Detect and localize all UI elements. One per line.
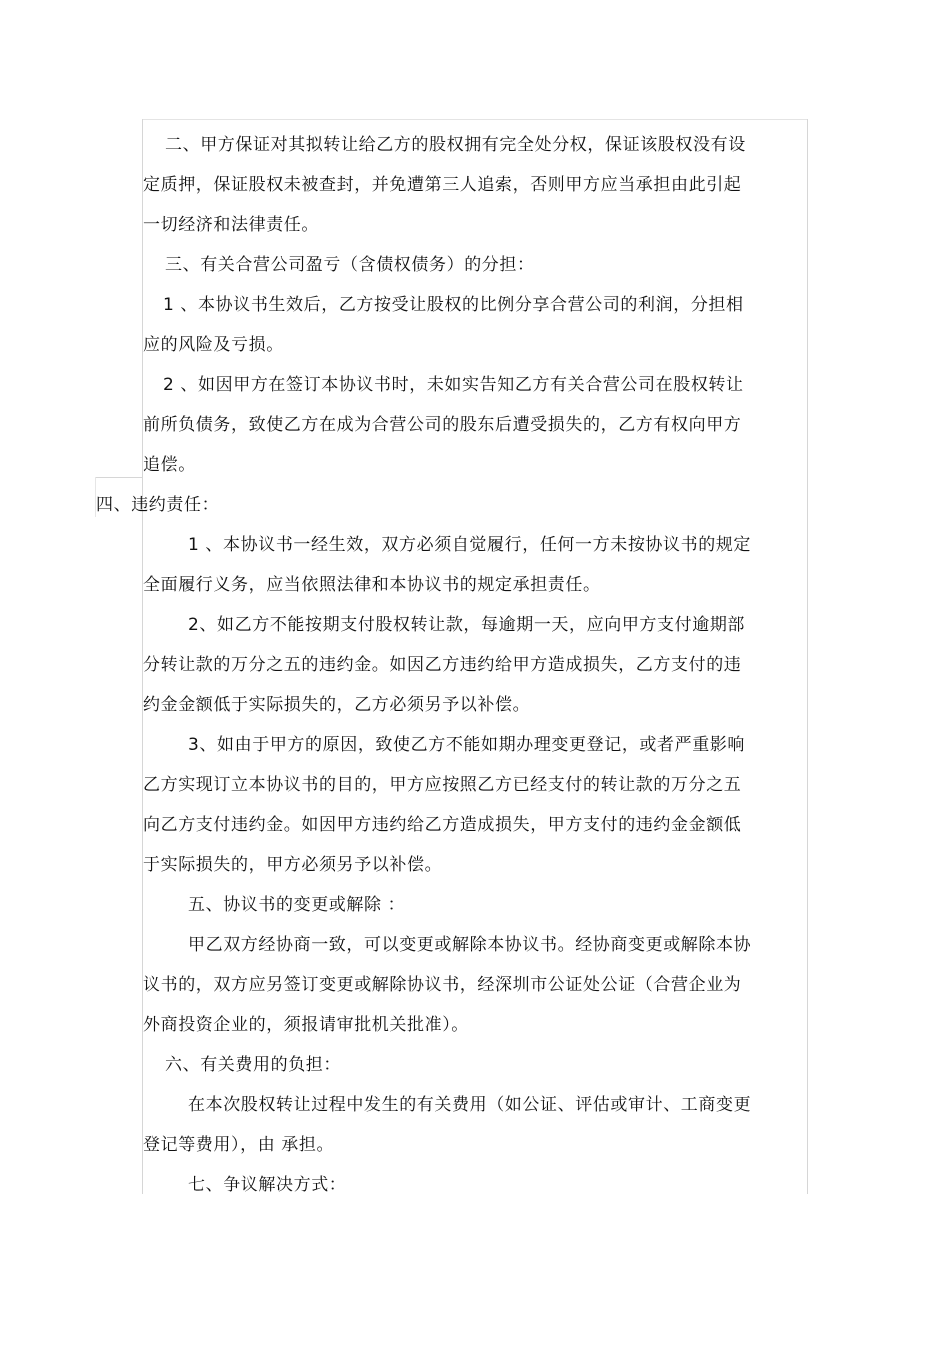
clause-4-item-2-line-2: 分转让款的万分之五的违约金。如因乙方违约给甲方造成损失，乙方支付的违 [143, 655, 742, 675]
clause-3-item-1-line-2: 应的风险及亏损。 [143, 335, 284, 355]
clause-3-item-2-line-3: 追偿。 [143, 455, 196, 475]
clause-6-body-line-1: 在本次股权转让过程中发生的有关费用（如公证、评估或审计、工商变更 [188, 1095, 752, 1115]
clause-4-item-1-line-1: 1 、本协议书一经生效，双方必须自觉履行，任何一方未按协议书的规定 [188, 535, 752, 555]
clause-6-body-line-2: 登记等费用），由 承担。 [143, 1135, 335, 1155]
clause-3-item-1-line-1: 1 、本协议书生效后，乙方按受让股权的比例分享合营公司的利润，分担相 [163, 295, 744, 315]
clause-4-item-3-line-2: 乙方实现订立本协议书的目的，甲方应按照乙方已经支付的转让款的万分之五 [143, 775, 742, 795]
clause-4-item-1-line-2: 全面履行义务，应当依照法律和本协议书的规定承担责任。 [143, 575, 601, 595]
clause-4-item-2-line-1: 2、如乙方不能按期支付股权转让款，每逾期一天，应向甲方支付逾期部 [188, 615, 746, 635]
clause-4-item-3-line-1: 3、如由于甲方的原因，致使乙方不能如期办理变更登记，或者严重影响 [188, 735, 746, 755]
clause-5-body-line-3: 外商投资企业的，须报请审批机关批准）。 [143, 1015, 469, 1035]
clause-5-heading: 五、协议书的变更或解除 ： [188, 895, 406, 915]
clause-2-line-2: 定质押，保证股权未被查封，并免遭第三人追索，否则甲方应当承担由此引起 [143, 175, 742, 195]
clause-3-item-2-line-1: 2 、如因甲方在签订本协议书时，未如实告知乙方有关合营公司在股权转让 [163, 375, 744, 395]
clause-6-heading: 六、有关费用的负担： [165, 1055, 341, 1075]
clause-4-item-2-line-3: 约金金额低于实际损失的，乙方必须另予以补偿。 [143, 695, 531, 715]
clause-5-body-line-2: 议书的，双方应另签订变更或解除协议书，经深圳市公证处公证（合营企业为 [143, 975, 742, 995]
frame-top-border [142, 119, 808, 120]
frame-notch-horizontal [95, 477, 143, 478]
clause-2-line-1: 二、甲方保证对其拟转让给乙方的股权拥有完全处分权，保证该股权没有设 [165, 135, 746, 155]
clause-2-line-3: 一切经济和法律责任。 [143, 215, 319, 235]
clause-3-item-2-line-2: 前所负债务，致使乙方在成为合营公司的股东后遭受损失的，乙方有权向甲方 [143, 415, 742, 435]
clause-5-body-line-1: 甲乙双方经协商一致，可以变更或解除本协议书。经协商变更或解除本协 [188, 935, 752, 955]
clause-3-heading: 三、有关合营公司盈亏（含债权债务）的分担： [165, 255, 535, 275]
clause-4-item-3-line-4: 于实际损失的，甲方必须另予以补偿。 [143, 855, 443, 875]
clause-4-heading: 四、违约责任： [96, 495, 220, 515]
clause-4-item-3-line-3: 向乙方支付违约金。如因甲方违约给乙方造成损失，甲方支付的违约金金额低 [143, 815, 742, 835]
frame-right-border [807, 119, 808, 1194]
clause-7-heading: 七、争议解决方式： [188, 1175, 347, 1195]
